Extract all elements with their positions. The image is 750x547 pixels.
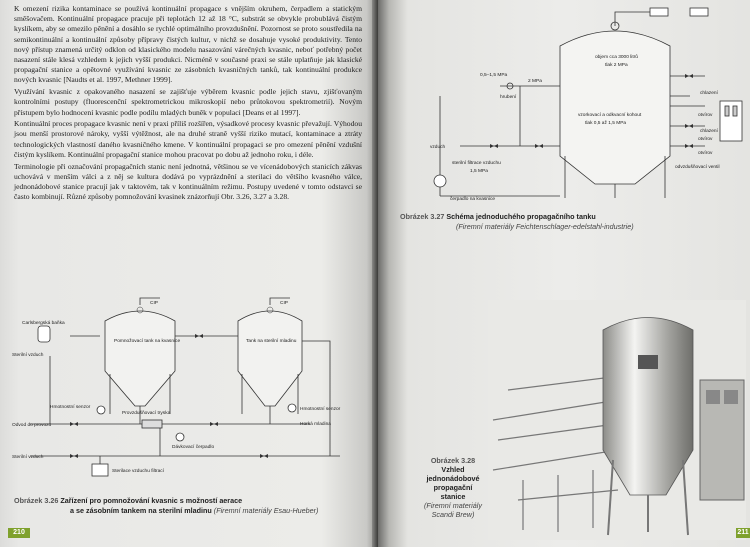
figure-3-27-caption	[400, 212, 740, 231]
figure-source-line: Scandi Brew)	[431, 510, 475, 519]
paragraph: Terminologie při označování propagačních stanic není jednotná, většinou se ve vícenádobových stanicích zákvas uchovává v menším válci a z něj se kultura dodává po vyprázdnění a sterilaci do většího kvasného válce, jednonádobové stanice pracují jak v taktovém, tak v kontinuálním režimu. Postupy uvedené v tomto odstavci se často kombinují. Různé způsoby pomnožování kvasinek znázorňují Obr. 3.26, 3.27 a 3.28.	[14, 161, 362, 202]
sensor2-label: Hmotnostní senzor	[300, 407, 341, 412]
figure-title-line: Vzhled	[441, 465, 465, 474]
right-page	[378, 0, 750, 547]
paragraph: Využívání kvasnic z opakovaného nasazení se zajišťuje výběrem kvasnic podle jejich stavu, zjišťovaným kontrolními postupy (fluorescenční spektrometrickou mikroskopií nebo průtokovou spektrometrií). Novým přístupem bylo hodnocení kvasnic podle podílu mladých buněk v populaci [Deans et al 1997].	[14, 87, 362, 117]
pump-label: čerpadlo na kvasnice	[450, 197, 496, 202]
volume-label: objem cca 3000 litrů	[595, 55, 638, 60]
sight-label: hrubení	[500, 95, 517, 100]
figure-3-27-diagram	[400, 6, 745, 206]
figure-3-28-photo	[488, 300, 746, 540]
figure-title-line: stanice	[440, 492, 466, 501]
page-number: 211	[737, 529, 749, 536]
body-text	[14, 4, 362, 204]
figure-3-26-diagram	[10, 296, 360, 492]
figure-title-line2: a se zásobním tankem na sterilní mladinu	[70, 505, 212, 515]
pressure-13-label: 1,5 MPa	[470, 169, 488, 174]
sterile-air-label: Sterilní vzduch	[12, 353, 44, 358]
figure-source: (Firemní materiály Esau-Hueber)	[213, 505, 319, 515]
figure-label: Obrázek 3.26	[14, 496, 59, 505]
sterile-filter-label: sterilní filtrace vzduchu	[452, 161, 501, 166]
outlet-label: odvzdušňovací ventil	[675, 165, 720, 170]
figure-label: Obrázek 3.27	[400, 212, 445, 221]
pressure-2-label: 2 MPa	[528, 79, 542, 84]
pressure-range-label: 0,5–1,5 MPa	[480, 73, 508, 78]
cooling-jacket-label: vzorkovací a odkvacní kohout	[578, 113, 642, 118]
figure-3-28-caption	[414, 456, 492, 519]
figure-title: Zařízení pro pomnožování kvasnic s možností aerace	[60, 496, 243, 505]
tank1-label: Pomnožovací tank na kvasnice	[114, 339, 181, 344]
aeration-label: Provzdušňovací tryska	[122, 411, 171, 416]
figure-title: Schéma jednoduchého propagačního tanku	[446, 212, 596, 221]
pressure-15-label: tlak 0,5 až 1,5 MPa	[585, 121, 627, 126]
cooling-label: chlazení	[700, 91, 718, 96]
air-label: vzduch	[430, 145, 446, 150]
pump-label: Dávkovací čerpadlo	[172, 445, 215, 450]
figure-title-line: propagační	[433, 483, 473, 492]
figure-3-26-caption	[14, 496, 364, 515]
drain-label: Odvod do provozu	[12, 423, 52, 428]
sterile-air-label-2: Sterilní vzduch	[12, 455, 44, 460]
drain-label: otvírov	[698, 113, 713, 118]
tank2-label: Tank na sterilní mladinu	[246, 339, 297, 344]
pressure-label: tlak 2 MPa	[605, 63, 628, 68]
hot-wort-label: Horká mladina	[300, 422, 331, 427]
figure-source-line: (Firemní materiály	[424, 501, 482, 510]
cip-label: CIP	[150, 301, 158, 306]
figure-source: (Firemní materiály Feichtenschlager-edelstahl-industrie)	[456, 221, 634, 231]
drain-label: otvírov	[698, 137, 713, 142]
filter-label: Sterilace vzduchu filtrací	[112, 469, 164, 474]
paragraph: K omezení rizika kontaminace se používá kontinuální propagace s vnějším okruhem, čerpadlem a statickým směšovačem. Kontinuální propagace pracuje při teplotách 12 až 18 °C, substrát se obvykle probublává čistým kyslíkem, aby se omezilo pěnění a dosáhlo se rychlé optimálního provzdušnění. Pozornost se proto soustředila na semikontinuální a kontinuální způsoby přípravy čistých kultur, v nichž se dosahuje vysoké produktivity. Tento nový přístup znamená určitý odklon od klasického modelu nasazování várečných kvasnic, neboť potřebný počet nasazení stále klesá vzhledem k jejich vyšší produkci. Nicméně v současné praxi se stále uplatňuje jak klasické propagační stanice a opětovné využívání kvasnic ze zásobních kvasničných tanků, tak kontinuální produkce nových kvasnic [Naudts et al. 1997, Methner 1999].	[14, 4, 362, 85]
cip-label: CIP	[280, 301, 288, 306]
cooling-label: chlazení	[700, 129, 718, 134]
figure-title-line: jednonádobové	[426, 474, 480, 483]
figure-label: Obrázek 3.28	[430, 456, 476, 465]
page-number: 210	[8, 528, 30, 538]
drain-label: otvírov	[698, 151, 713, 156]
carlsberg-label: Carlsbergská baňka	[22, 321, 65, 326]
paragraph: Kontinuální proces propagace kvasnic není v praxi příliš rozšířen, výsadkové procesy kvasnic převažují. Výhodou jsou menší prostorové nároky, vyšší výtěžnost, ale na druhé straně vyšší riziko mutací, kontaminace a ztráty technologických vlastností daného kvasničného kmene. V kontinuální propagaci se pro omezení pěnění vzdušní čistým kyslíkem. Kontinuální propagační stanice mohou pracovat po dobu až jednoho roku, i déle.	[14, 119, 362, 159]
sensor-label: Hmotnostní senzor	[50, 405, 91, 410]
